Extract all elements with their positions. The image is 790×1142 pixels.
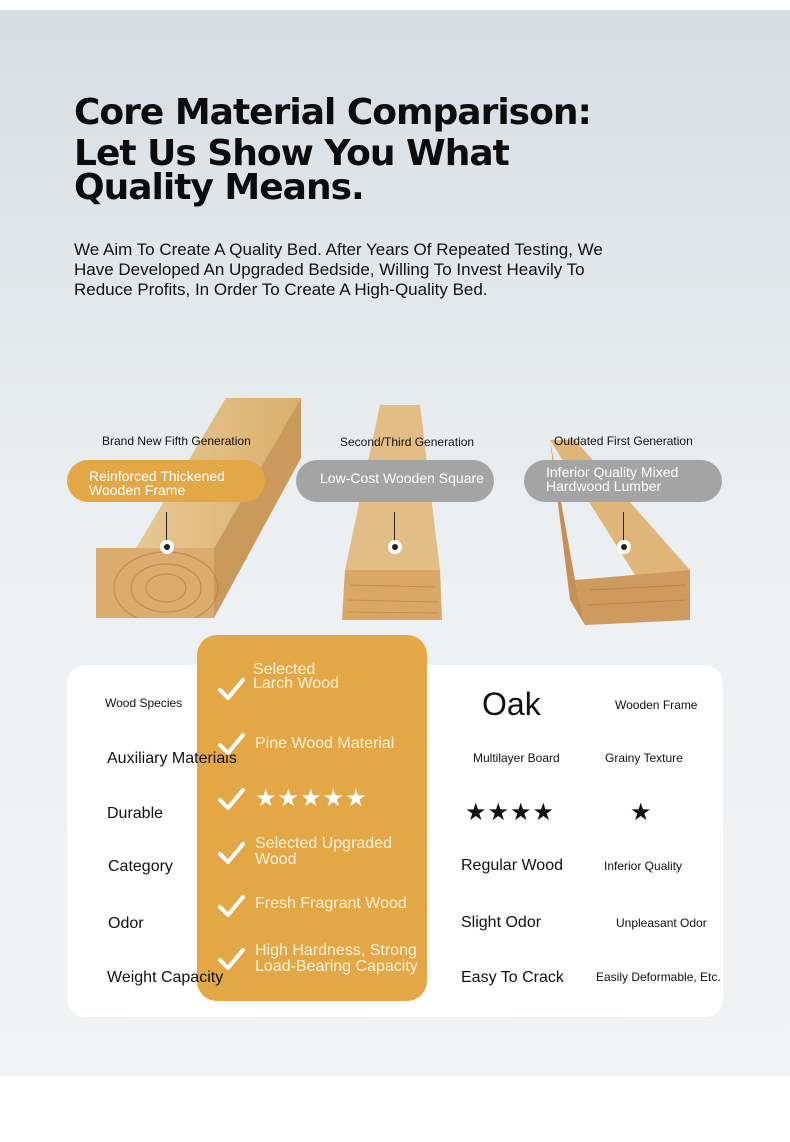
intro-text: We Aim To Create A Quality Bed. After Years Of Repeated Testing, We Have Developed An Upgraded Bedside, Willing To Invest Heavily To Reduce Profits, In Order To Create A High-Quality Bed. (74, 240, 603, 299)
first-category: Inferior Quality (604, 859, 683, 873)
generation-label-first: Outdated First Generation (554, 434, 693, 448)
row-label-weight: Weight Capacity (107, 969, 224, 986)
second-durable-stars: ★★★★ (465, 799, 556, 826)
pointer-dot (388, 540, 402, 554)
poster-background (0, 10, 790, 1076)
second-wood-species: Oak (482, 686, 541, 722)
generation-label-fifth: Brand New Fifth Generation (102, 434, 251, 448)
second-odor: Slight Odor (461, 914, 542, 931)
title-line-2: Let Us Show You What Quality Means. (74, 133, 509, 208)
fifth-auxiliary: Pine Wood Material (255, 735, 395, 752)
check-icon (217, 730, 245, 758)
pointer-line (166, 512, 167, 540)
pointer-dot (617, 540, 631, 554)
badge-fifth: Reinforced Thickened Wooden Frame (67, 460, 265, 502)
check-icon (217, 892, 245, 920)
first-weight: Easily Deformable, Etc. (596, 970, 721, 984)
fifth-category: Selected Upgraded Wood (255, 835, 392, 868)
check-icon (217, 945, 245, 973)
row-label-auxiliary: Auxiliary Materials (107, 750, 237, 767)
fifth-wood-species: Selected Larch Wood (253, 661, 339, 692)
wood-stick-fifth-image (96, 398, 306, 618)
check-icon (217, 675, 245, 703)
fifth-durable-stars: ★★★★★ (255, 785, 368, 812)
check-icon (217, 839, 245, 867)
row-label-odor: Odor (108, 915, 144, 932)
title-line-1: Core Material Comparison: (74, 92, 591, 133)
fifth-weight: High Hardness, Strong Load-Bearing Capacity (255, 942, 418, 975)
badge-second: Low-Cost Wooden Square (296, 460, 494, 502)
pointer-line (394, 512, 395, 540)
first-auxiliary: Grainy Texture (605, 751, 683, 765)
row-label-wood-species: Wood Species (105, 696, 183, 710)
row-label-category: Category (108, 858, 173, 875)
badge-first: Inferior Quality Mixed Hardwood Lumber (524, 460, 722, 502)
fifth-odor: Fresh Fragrant Wood (255, 895, 407, 912)
pointer-dot (160, 540, 174, 554)
row-label-durable: Durable (107, 805, 164, 822)
pointer-line (623, 512, 624, 540)
first-wood-species: Wooden Frame (615, 698, 698, 712)
check-icon (217, 785, 245, 813)
second-auxiliary: Multilayer Board (473, 751, 560, 765)
generation-label-second: Second/Third Generation (340, 435, 475, 449)
second-weight: Easy To Crack (461, 969, 564, 986)
first-odor: Unpleasant Odor (616, 916, 707, 930)
first-durable-star: ★ (630, 799, 653, 826)
second-category: Regular Wood (461, 857, 563, 874)
